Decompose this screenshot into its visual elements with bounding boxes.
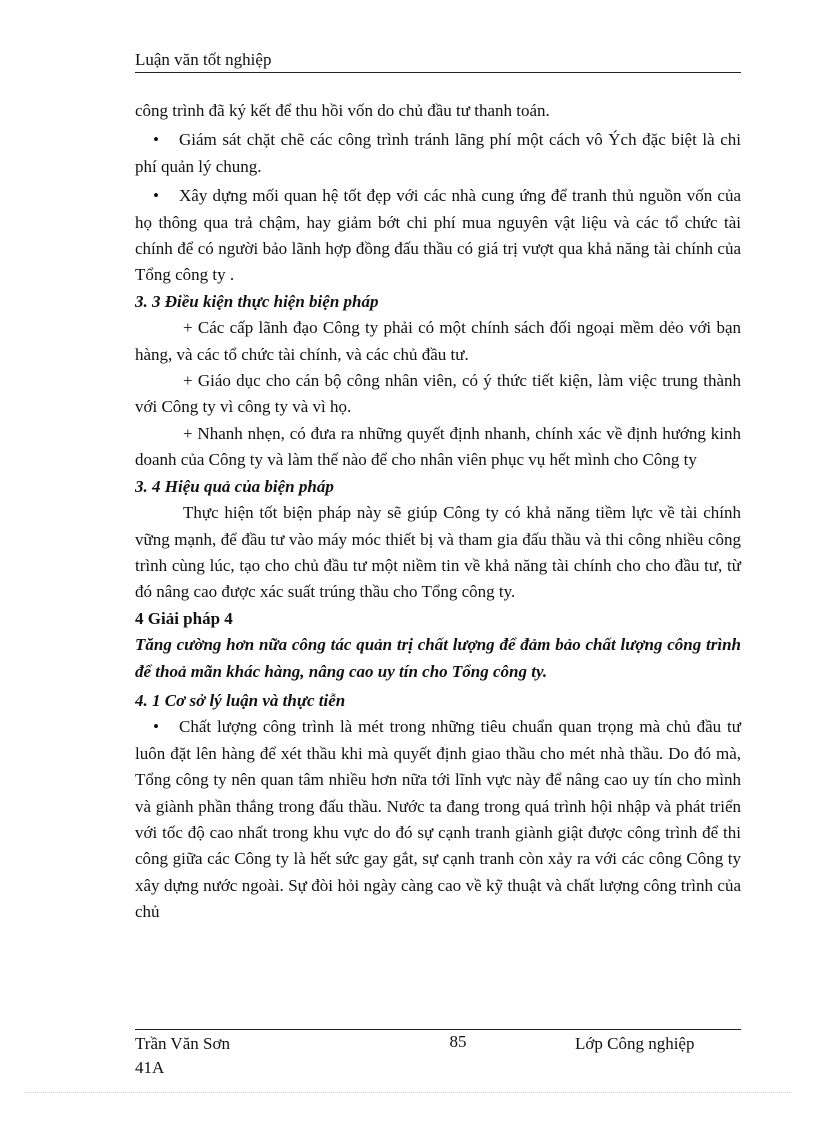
author-class: 41A [135, 1058, 165, 1077]
bullet-icon: • [153, 130, 159, 150]
bullet-text: Xây dựng mối quan hệ tốt đẹp với các nhà cung ứng để tranh thủ nguồn vốn của họ thông qua trả chậm, hay giảm bớt chi phí mua nguyên vật liệu và các tổ chức tài chính để có người bảo lãnh hợp đồng đấu thầu có giá trị vượt qua khả năng tài chính của Tổng công ty . [135, 186, 741, 285]
bullet-item [135, 127, 741, 180]
condition-item: + Các cấp lãnh đạo Công ty phải có một chính sách đối ngoại mềm dẻo với bạn hàng, và các tổ chức tài chính, và các chủ đầu tư. [135, 318, 741, 364]
page-number: 85 [449, 1032, 467, 1051]
bullet-icon: • [153, 717, 159, 737]
paragraph-continuation: công trình đã ký kết để thu hồi vốn do chủ đầu tư thanh toán. [135, 101, 550, 120]
header-title: Luận văn tốt nghiệp [135, 50, 272, 69]
page-body [135, 98, 741, 926]
footer-class-label: Lớp Công nghiệp [575, 1034, 695, 1053]
author-name: Trần Văn Sơn [135, 1034, 230, 1053]
bullet-text: Giám sát chặt chẽ các công trình tránh lãng phí một cách vô Ých đặc biệt là chi phí quản lý chung. [135, 130, 741, 176]
condition-item: + Nhanh nhẹn, có đưa ra những quyết định nhanh, chính xác về định hướng kinh doanh của Công ty và làm thế nào để cho nhân viên phục vụ hết mình cho Công ty [135, 423, 741, 470]
solution-title: Tăng cường hơn nữa công tác quản trị chất lượng để đảm bảo chất lượng công trình để thoả mãn khác hàng, nâng cao uy tín cho Tổng công ty. [135, 635, 741, 681]
footer-author [135, 1032, 275, 1080]
section-heading-4: 4 Giải pháp 4 [135, 608, 233, 628]
effect-paragraph: Thực hiện tốt biện pháp này sẽ giúp Công ty có khả năng tiềm lực về tài chính vững mạnh, để đầu tư vào máy móc thiết bị và tham gia đấu thầu và thi công nhiều công trình cùng lúc, tạo cho chủ đầu tư một niềm tin về khả năng tài chính cho cho đầu tư, từ đó nâng cao được xác suất trúng thầu cho Tổng công ty. [135, 503, 741, 602]
section-heading-3-4: 3. 4 Hiệu quả của biện pháp [135, 476, 334, 496]
section-heading-3-3: 3. 3 Điều kiện thực hiện biện pháp [135, 291, 379, 311]
page-boundary [24, 1092, 792, 1093]
bullet-text: Chất lượng công trình là mét trong những tiêu chuẩn quan trọng mà chủ đầu tư luôn đặt lên hàng để xét thầu khi mà quyết định giao thầu cho mét nhà thầu. Do đó mà, Tổng công ty nên quan tâm nhiều hơn nữa tới lĩnh vực này để nâng cao uy tín cho mình và giành phần thắng trong đấu thầu. Nước ta đang trong quá trình hội nhập và phát triển với tốc độ cao nhất trong khu vực do đó sự cạnh tranh giành giật được công trình để thi công giữa các Công ty là hết sức gay gắt, sự cạnh tranh còn xảy ra với các công Công ty xây dựng nước ngoài. Sự đòi hỏi ngày càng cao về kỹ thuật và chất lượng công trình của chủ [135, 717, 741, 922]
running-header [135, 49, 741, 73]
section-heading-4-1: 4. 1 Cơ sở lý luận và thực tiễn [135, 690, 346, 710]
condition-item: + Giáo dục cho cán bộ công nhân viên, có ý thức tiết kiện, làm việc trung thành với Công ty vì công ty và vì họ. [135, 371, 741, 417]
bullet-icon: • [153, 186, 159, 206]
bullet-item [135, 183, 741, 289]
bullet-item [135, 714, 741, 925]
